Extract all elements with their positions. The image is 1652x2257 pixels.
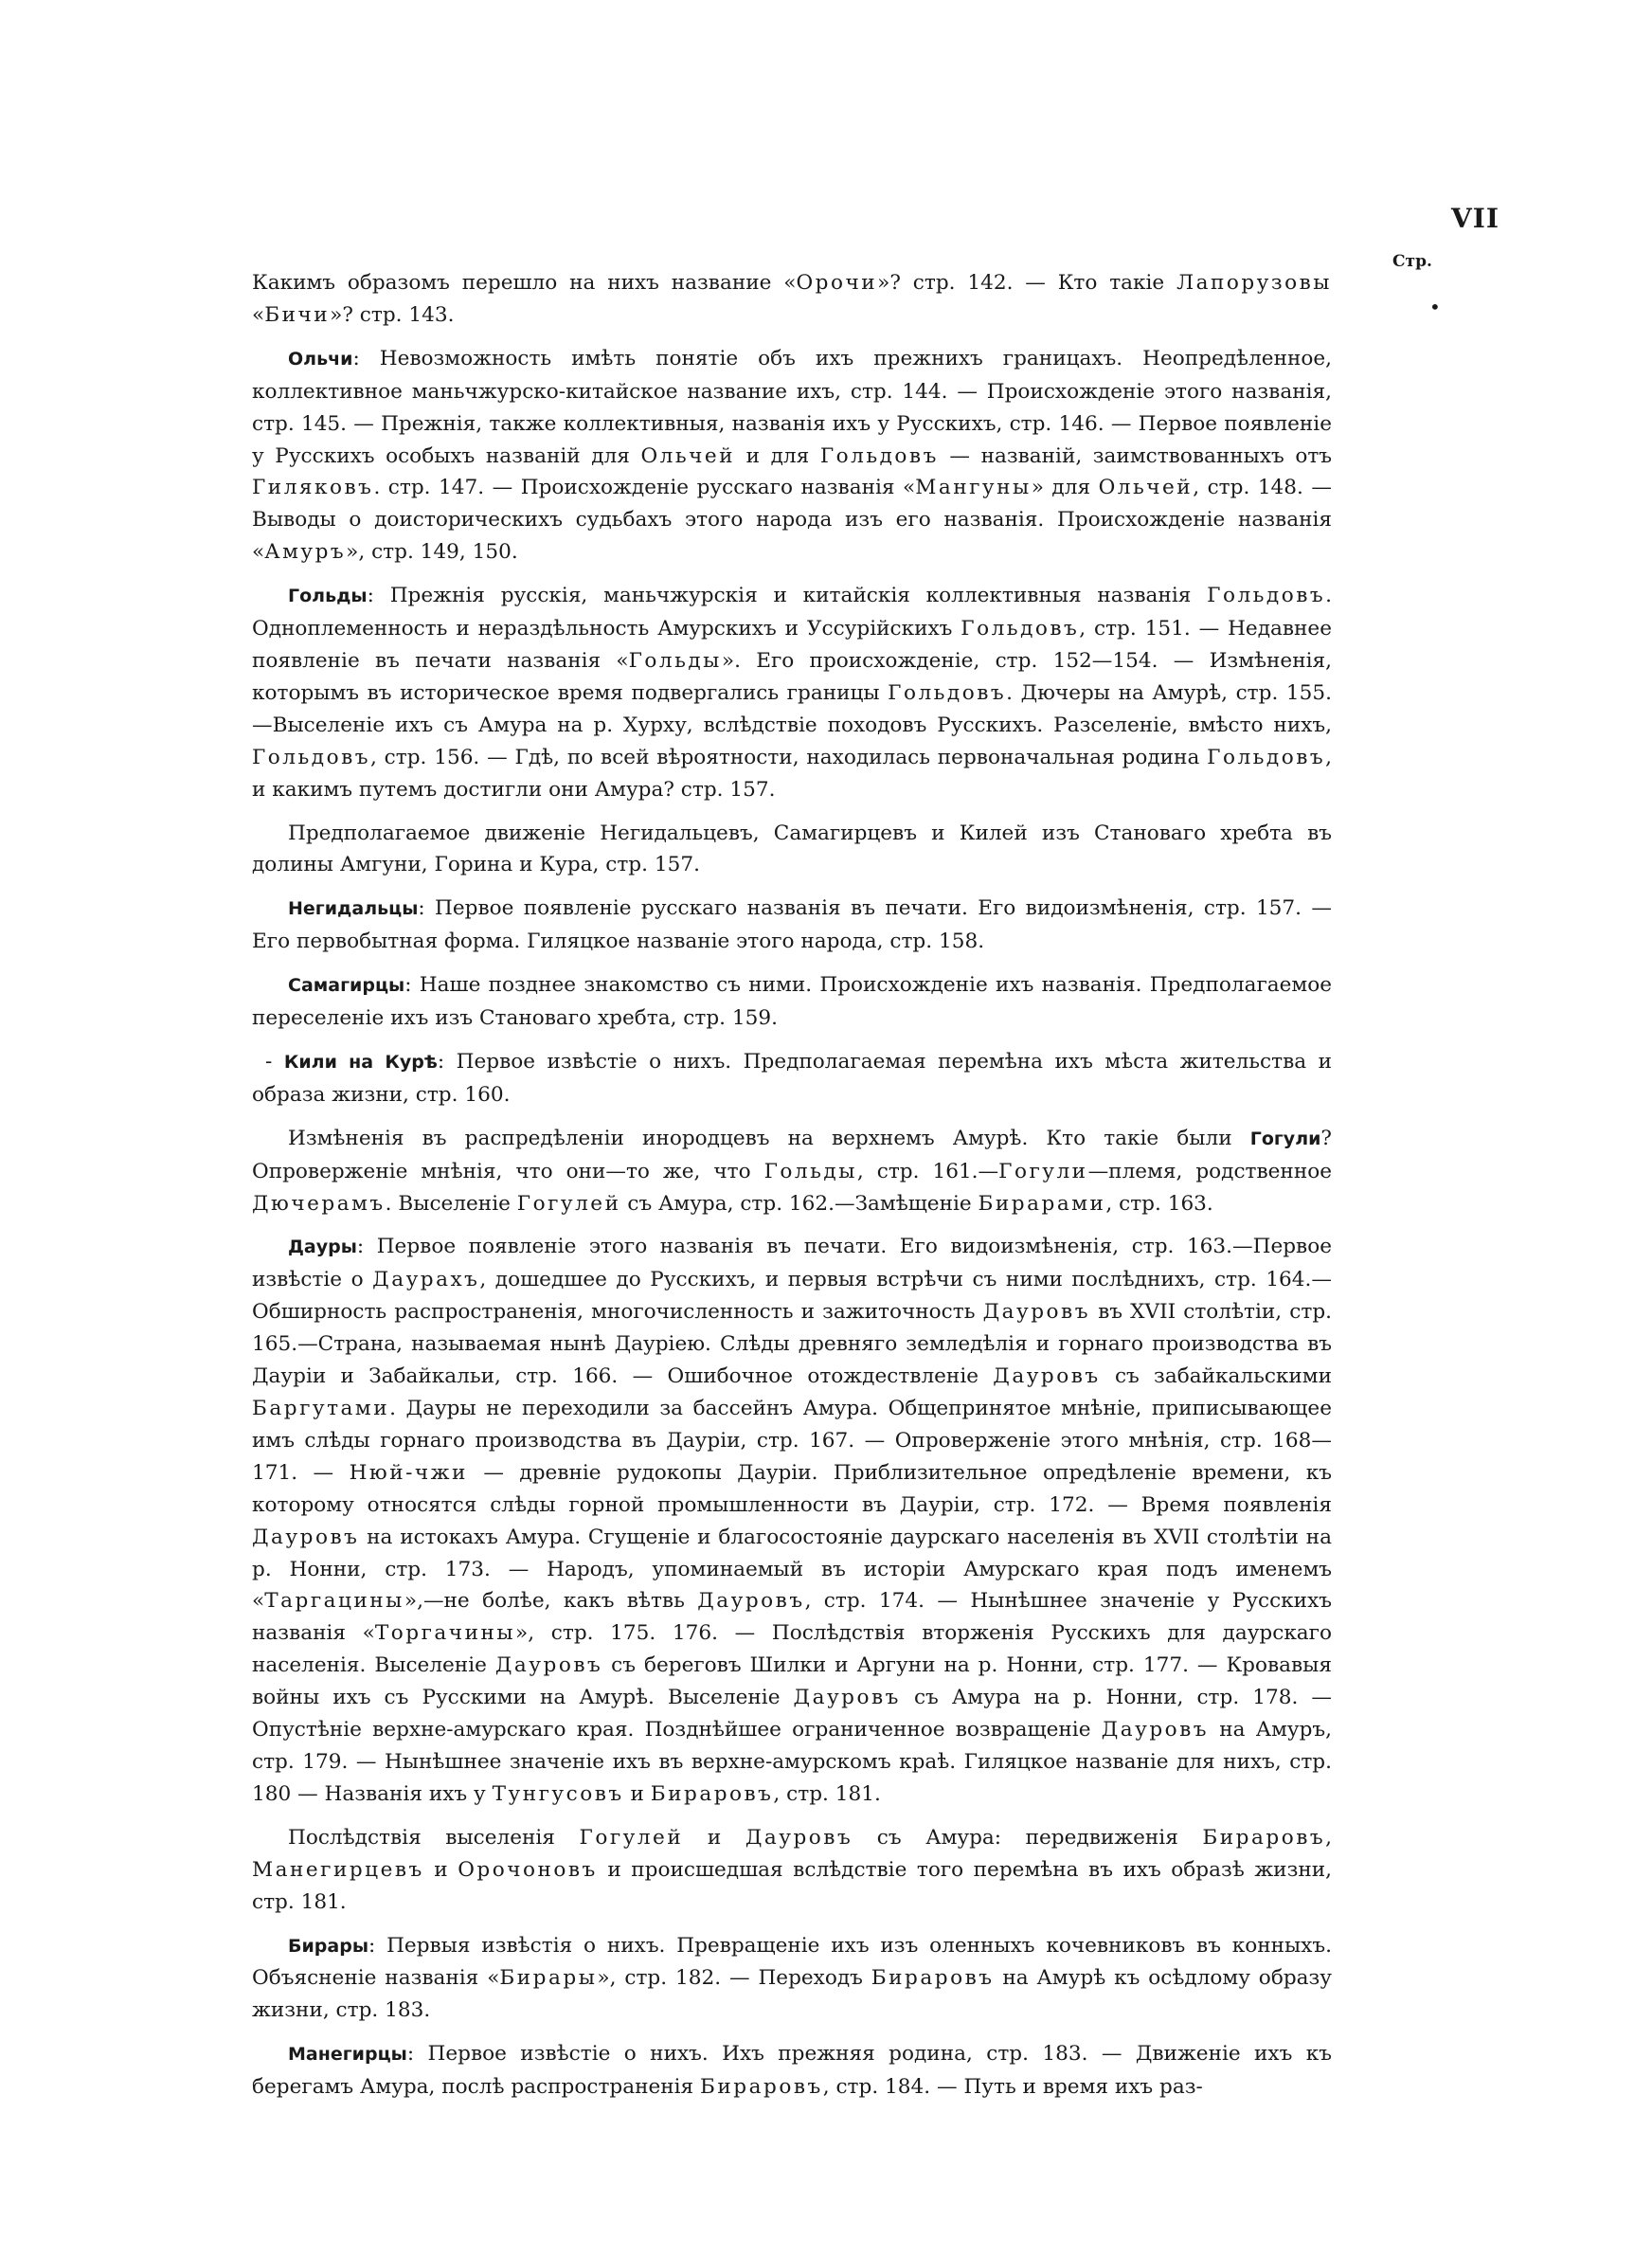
paragraph-olchi: Ольчи: Невозможность имѣть понятіе объ ихъ прежнихъ границахъ. Неопредѣленное, коллективное маньчжурско-китайское название ихъ, стр. 144. — Происхожденіе этого названія, стр. 145. — Прежнія, также коллективныя, названія ихъ у Русскихъ, стр. 146. — Первое появленіе у Русскихъ особыхъ названій для Ольчей и для Гольдовъ — названій, заимствованныхъ отъ Гиляковъ. стр. 147. — Происхожденіе русскаго названія «Мангуны» для Ольчей, стр. 148. — Выводы о доисторическихъ судьбахъ этого народа изъ его названія. Происхожденіе названія «Амуръ», стр. 149, 150. bbox=[252, 346, 1332, 565]
section-term: Самагирцы bbox=[288, 975, 405, 997]
paragraph-samagirtsy: Самагирцы: Наше позднее знакомство съ ними. Происхожденіе ихъ названія. Предполагаемое переселеніе ихъ изъ Становаго хребта, стр. 159. bbox=[252, 973, 1332, 1031]
margin-marker: • bbox=[1429, 296, 1441, 318]
paragraph-daury: Дауры: Первое появленіе этого названія въ печати. Его видоизмѣненія, стр. 163.—Первое извѣстіе о Даурахъ, дошедшее до Русскихъ, и первыя встрѣчи съ ними послѣднихъ, стр. 164.—Обширность распространенія, многочисленность и зажиточность Дауровъ въ XVII столѣтіи, стр. 165.—Страна, называемая нынѣ Дауріею. Слѣды древняго земледѣлія и горнаго производства въ Дауріи и Забайкальи, стр. 166. — Ошибочное отождествленіе Дауровъ съ забайкальскими Баргутами. Дауры не переходили за бассейнъ Амура. Общепринятое мнѣніе, приписывающее имъ слѣды горнаго производства въ Дауріи, стр. 167. — Опроверженіе этого мнѣнія, стр. 168—171. — Нюй-чжи — древніе рудокопы Дауріи. Приблизительное опредѣленіе времени, къ которому относятся слѣды горной промышленности въ Дауріи, стр. 172. — Время появленія Дауровъ на истокахъ Амура. Сгущеніе и благосостояніе даурскаго населенія въ XVII столѣтіи на р. Нонни, стр. 173. — Народъ, упоминаемый въ исторіи Амурскаго края подъ именемъ «Таргацины»,—не болѣе, какъ вѣтвь Дауровъ, стр. 174. — Нынѣшнее значеніе у Русскихъ названія «Торгачины», стр. 175. 176. — Послѣдствія вторженія Русскихъ для даурскаго населенія. Выселеніе Дауровъ съ береговъ Шилки и Аргуни на р. Нонни, стр. 177. — Кровавыя войны ихъ съ Русскими на Амурѣ. Выселеніе Дауровъ съ Амура на р. Нонни, стр. 178. — Опустѣніе верхне-амурскаго края. Позднѣйшее ограниченное возвращеніе Дауровъ на Амуръ, стр. 179. — Нынѣшнее значеніе ихъ въ верхне-амурскомъ краѣ. Гиляцкое названіе для нихъ, стр. 180 — Названія ихъ у Тунгусовъ и Бираровъ, стр. 181. bbox=[252, 1235, 1333, 1806]
paragraph-movement: Предполагаемое движеніе Негидальцевъ, Самагирцевъ и Килей изъ Становаго хребта въ долины Амгуни, Горина и Кура, стр. 157. bbox=[252, 821, 1332, 877]
column-label: Стр. bbox=[1392, 252, 1432, 271]
section-term: Манегирцы bbox=[288, 2044, 407, 2066]
section-term: Ольчи bbox=[288, 348, 353, 370]
section-term: Гольды bbox=[288, 586, 368, 607]
section-term: Кили на Курѣ bbox=[283, 1051, 438, 1073]
paragraph-kili: - Кили на Курѣ: Первое извѣстіе о нихъ. Предполагаемая перемѣна ихъ мѣста жительства и образа жизни, стр. 160. bbox=[252, 1049, 1333, 1107]
paragraph-negidaltsy: Негидальцы: Первое появленіе русскаго названія въ печати. Его видоизмѣненія, стр. 157. — Его первобытная форма. Гиляцкое названіе этого народа, стр. 158. bbox=[252, 896, 1332, 954]
section-term: Негидальцы bbox=[288, 898, 419, 920]
paragraph-birary: Бирары: Первыя извѣстія о нихъ. Превращеніе ихъ изъ оленныхъ кочевниковъ въ конныхъ. Объясненіе названія «Бирары», стр. 182. — Переходъ Бираровъ на Амурѣ къ осѣдлому образу жизни, стр. 183. bbox=[252, 1933, 1332, 2023]
paragraph-goldy: Гольды: Прежнія русскія, маньчжурскія и китайскія коллективныя названія Гольдовъ. Одноплеменность и нераздѣльность Амурскихъ и Уссурійскихъ Гольдовъ, стр. 151. — Недавнее появленіе въ печати названія «Гольды». Его происхожденіе, стр. 152—154. — Измѣненія, которымъ въ историческое время подвергались границы Гольдовъ. Дючеры на Амурѣ, стр. 155.—Выселеніе ихъ съ Амура на р. Хурху, вслѣдствіе походовъ Русскихъ. Разселеніе, вмѣсто нихъ, Гольдовъ, стр. 156. — Гдѣ, по всей вѣроятности, находилась первоначальная родина Гольдовъ, и какимъ путемъ достигли они Амура? стр. 157. bbox=[252, 584, 1332, 802]
section-term: Дауры bbox=[288, 1237, 357, 1258]
table-of-contents-text bbox=[252, 267, 1332, 2115]
page-number: VII bbox=[1451, 203, 1499, 234]
section-term: Бирары bbox=[288, 1935, 368, 1957]
paragraph-manegirtsy: Манегирцы: Первое извѣстіе о нихъ. Ихъ прежняя родина, стр. 183. — Движеніе ихъ къ берегамъ Амура, послѣ распространенія Бираровъ, стр. 184. — Путь и время ихъ раз- bbox=[252, 2042, 1332, 2100]
paragraph-consequences: Послѣдствія выселенія Гогулей и Дауровъ съ Амура: передвиженія Бираровъ, Манегирцевъ и Орочоновъ и происшедшая вслѣдствіе того перемѣна въ ихъ образѣ жизни, стр. 181. bbox=[252, 1825, 1333, 1914]
paragraph-1: Какимъ образомъ перешло на нихъ название «Орочи»? стр. 142. — Кто такіе Лапорузовы «Бичи»? стр. 143. bbox=[252, 271, 1332, 327]
paragraph-gogули: Измѣненія въ распредѣленіи инородцевъ на верхнемъ Амурѣ. Кто такіе были Гогули? Опроверженіе мнѣнія, что они—то же, что Гольды, стр. 161.—Гогули—племя, родственное Дючерамъ. Выселеніе Гогулей съ Амура, стр. 162.—Замѣщеніе Бирарами, стр. 163. bbox=[252, 1126, 1332, 1216]
